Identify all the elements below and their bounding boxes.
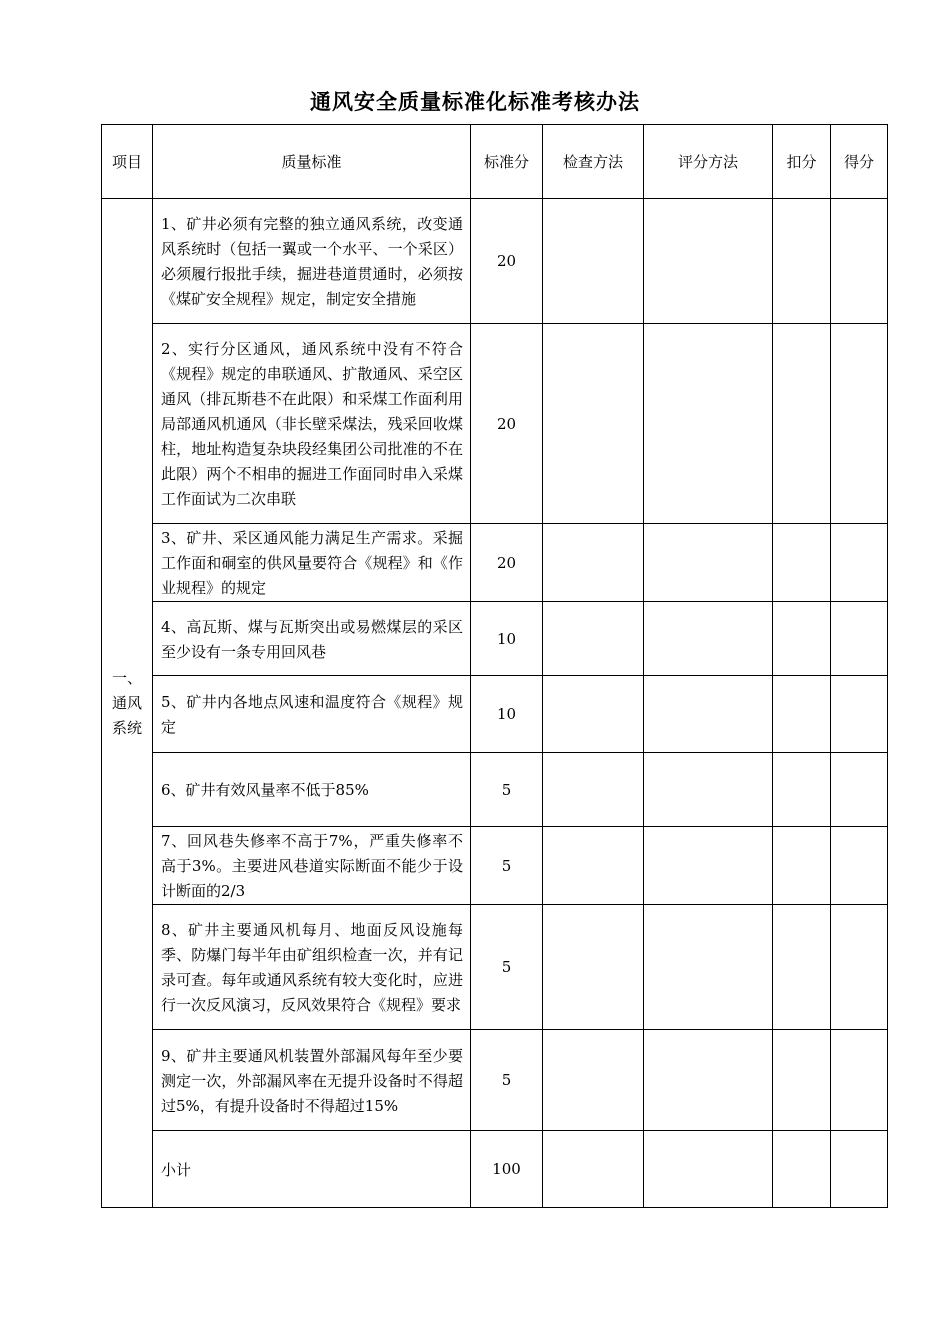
got-cell <box>831 753 888 827</box>
standard-text: 6、矿井有效风量率不低于85% <box>153 753 471 827</box>
scoring-method-cell <box>644 827 773 905</box>
check-method-cell <box>543 324 644 524</box>
check-method-cell <box>543 753 644 827</box>
standard-score: 10 <box>471 676 543 753</box>
standard-score: 10 <box>471 602 543 676</box>
standard-score: 5 <box>471 827 543 905</box>
check-method-cell <box>543 524 644 602</box>
standard-text: 2、实行分区通风，通风系统中没有不符合《规程》规定的串联通风、扩散通风、采空区通风（排瓦斯巷不在此限）和采煤工作面利用局部通风机通风（非长壁采煤法，残采回收煤柱，地址构造复杂块段经集团公司批准的不在此限）两个不相串的掘进工作面同时串入采煤工作面试为二次串联 <box>153 324 471 524</box>
got-cell <box>831 324 888 524</box>
check-method-cell <box>543 199 644 324</box>
table-row <box>102 199 888 324</box>
deduct-cell <box>773 602 831 676</box>
category-cell <box>102 199 153 1208</box>
deduct-cell <box>773 827 831 905</box>
assessment-table <box>101 124 888 1208</box>
standard-text: 9、矿井主要通风机装置外部漏风每年至少要测定一次，外部漏风率在无提升设备时不得超过5%，有提升设备时不得超过15% <box>153 1030 471 1131</box>
header-item: 项目 <box>102 125 153 199</box>
deduct-cell <box>773 676 831 753</box>
scoring-method-cell <box>644 324 773 524</box>
got-cell <box>831 1030 888 1131</box>
got-cell <box>831 676 888 753</box>
check-method-cell <box>543 905 644 1030</box>
deduct-cell <box>773 1131 831 1208</box>
standard-score: 20 <box>471 324 543 524</box>
deduct-cell <box>773 199 831 324</box>
got-cell <box>831 602 888 676</box>
got-cell <box>831 524 888 602</box>
got-cell <box>831 1131 888 1208</box>
check-method-cell <box>543 1131 644 1208</box>
scoring-method-cell <box>644 676 773 753</box>
deduct-cell <box>773 1030 831 1131</box>
category-line: 系统 <box>111 718 142 737</box>
standard-text: 7、回风巷失修率不高于7%，严重失修率不高于3%。主要进风巷道实际断面不能少于设计断面的2/3 <box>153 827 471 905</box>
header-got: 得分 <box>831 125 888 199</box>
standard-score: 20 <box>471 199 543 324</box>
header-scoring-method: 评分方法 <box>644 125 773 199</box>
header-score: 标准分 <box>471 125 543 199</box>
standard-text: 8、矿井主要通风机每月、地面反风设施每季、防爆门每半年由矿组织检查一次，并有记录可查。每年或通风系统有较大变化时，应进行一次反风演习，反风效果符合《规程》要求 <box>153 905 471 1030</box>
table-row <box>102 905 888 1030</box>
scoring-method-cell <box>644 602 773 676</box>
deduct-cell <box>773 905 831 1030</box>
scoring-method-cell <box>644 524 773 602</box>
scoring-method-cell <box>644 753 773 827</box>
category-line: 一、 <box>111 668 142 687</box>
standard-text: 3、矿井、采区通风能力满足生产需求。采掘工作面和硐室的供风量要符合《规程》和《作业规程》的规定 <box>153 524 471 602</box>
scoring-method-cell <box>644 905 773 1030</box>
table-row <box>102 1030 888 1131</box>
subtotal-score: 100 <box>471 1131 543 1208</box>
table-row <box>102 827 888 905</box>
scoring-method-cell <box>644 199 773 324</box>
got-cell <box>831 827 888 905</box>
header-standard: 质量标准 <box>153 125 471 199</box>
page-title: 通风安全质量标准化标准考核办法 <box>310 89 640 114</box>
table-row <box>102 676 888 753</box>
standard-text: 1、矿井必须有完整的独立通风系统，改变通风系统时（包括一翼或一个水平、一个采区）必须履行报批手续，掘进巷道贯通时，必须按《煤矿安全规程》规定，制定安全措施 <box>153 199 471 324</box>
table-row <box>102 602 888 676</box>
table-row <box>102 324 888 524</box>
table-row <box>102 524 888 602</box>
table-row <box>102 753 888 827</box>
standard-score: 20 <box>471 524 543 602</box>
scoring-method-cell <box>644 1030 773 1131</box>
standard-text: 5、矿井内各地点风速和温度符合《规程》规定 <box>153 676 471 753</box>
got-cell <box>831 905 888 1030</box>
header-check-method: 检查方法 <box>543 125 644 199</box>
scoring-method-cell <box>644 1131 773 1208</box>
category-line: 通风 <box>111 693 142 712</box>
check-method-cell <box>543 1030 644 1131</box>
deduct-cell <box>773 524 831 602</box>
header-deduct: 扣分 <box>773 125 831 199</box>
check-method-cell <box>543 602 644 676</box>
subtotal-row <box>102 1131 888 1208</box>
header-row <box>102 125 888 199</box>
deduct-cell <box>773 753 831 827</box>
check-method-cell <box>543 827 644 905</box>
standard-score: 5 <box>471 1030 543 1131</box>
subtotal-label: 小计 <box>153 1131 471 1208</box>
standard-text: 4、高瓦斯、煤与瓦斯突出或易燃煤层的采区至少设有一条专用回风巷 <box>153 602 471 676</box>
got-cell <box>831 199 888 324</box>
check-method-cell <box>543 676 644 753</box>
standard-score: 5 <box>471 905 543 1030</box>
standard-score: 5 <box>471 753 543 827</box>
deduct-cell <box>773 324 831 524</box>
